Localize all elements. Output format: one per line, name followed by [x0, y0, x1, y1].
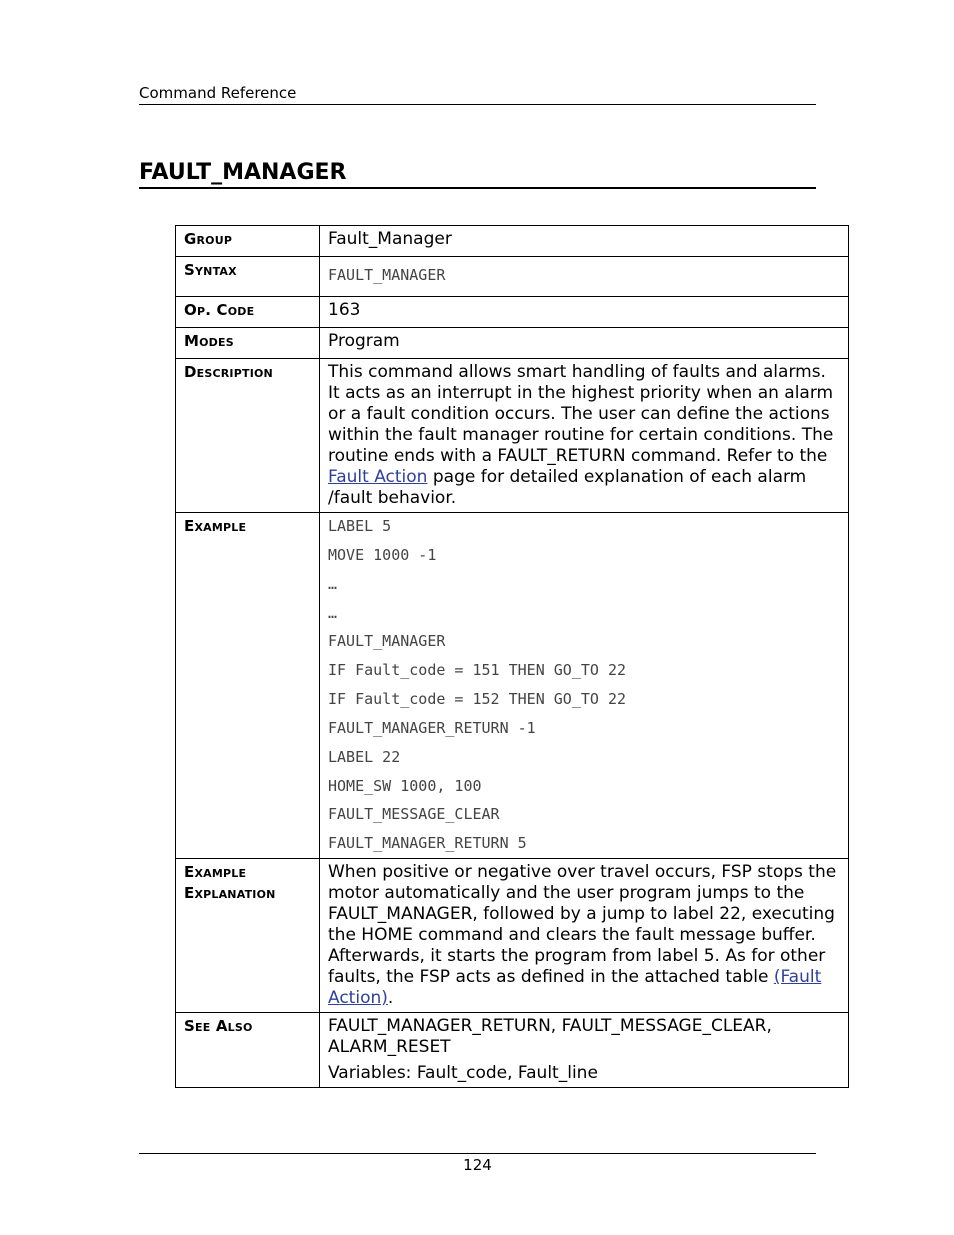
- modes-label: Modes: [176, 328, 320, 359]
- description-value: [320, 359, 849, 513]
- example-explanation-row: [176, 859, 849, 1013]
- description-label: Description: [176, 359, 320, 513]
- code-line: …: [328, 603, 338, 622]
- code-line: IF Fault_code = 151 THEN GO_TO 22: [328, 661, 627, 680]
- page-title: FAULT_MANAGER: [139, 159, 816, 189]
- fault-action-link[interactable]: Fault Action: [328, 467, 428, 487]
- syntax-row: [176, 257, 849, 297]
- example-code: [320, 513, 849, 859]
- syntax-label: Syntax: [176, 257, 320, 297]
- group-label: Group: [176, 226, 320, 257]
- code-line: FAULT_MANAGER_RETURN -1: [328, 718, 536, 737]
- description-text-end: page for detailed explanation of each alarm /fault behavior.: [328, 467, 807, 508]
- page-number: 124: [463, 1156, 492, 1174]
- example-explanation-text: When positive or negative over travel occurs, FSP stops the motor automatically and the user program jumps to the FAULT_MANAGER, followed by a jump to label 22, executing the HOME command and clears the fault message buffer. Afterwards, it starts the program from label 5. As for other faults, the FSP acts as defined in the attached table: [328, 862, 837, 988]
- example-label: Example: [176, 513, 320, 859]
- see-also-value: [320, 1013, 849, 1088]
- see-also-commands: FAULT_MANAGER_RETURN, FAULT_MESSAGE_CLEAR, ALARM_RESET: [328, 1016, 772, 1058]
- code-line: FAULT_MANAGER: [328, 632, 446, 651]
- code-line: FAULT_MANAGER_RETURN 5: [328, 834, 527, 853]
- code-line: LABEL 22: [328, 747, 401, 766]
- opcode-value: 163: [320, 297, 849, 328]
- example-row: [176, 513, 849, 859]
- see-also-variables: Variables: Fault_code, Fault_line: [328, 1063, 598, 1084]
- code-line: FAULT_MESSAGE_CLEAR: [328, 805, 500, 824]
- code-line: LABEL 5: [328, 517, 392, 535]
- code-line: …: [328, 574, 338, 593]
- see-also-row: [176, 1013, 849, 1088]
- footer-divider: [139, 1153, 816, 1154]
- description-row: [176, 359, 849, 513]
- fault-action-table-link[interactable]: (Fault Action): [328, 967, 822, 1009]
- running-header: Command Reference: [139, 84, 816, 105]
- group-row: [176, 226, 849, 257]
- description-text: This command allows smart handling of faults and alarms. It acts as an interrupt in the highest priority when an alarm or a fault condition occurs. The user can define the actions within the fault manager routine for certain conditions. The routine ends with a FAULT_RETURN command. Refer to the: [328, 362, 834, 466]
- command-reference-table: [175, 225, 849, 1088]
- syntax-value: FAULT_MANAGER: [328, 266, 446, 284]
- modes-value: Program: [320, 328, 849, 359]
- example-explanation-label-line1: Example: [184, 863, 247, 882]
- example-explanation-label: [176, 859, 320, 1013]
- opcode-row: [176, 297, 849, 328]
- code-line: MOVE 1000 -1: [328, 545, 437, 564]
- see-also-label: See Also: [176, 1013, 320, 1088]
- opcode-label: Op. Code: [176, 297, 320, 328]
- example-explanation-label-line2: Explanation: [184, 884, 276, 903]
- code-line: IF Fault_code = 152 THEN GO_TO 22: [328, 690, 627, 709]
- modes-row: [176, 328, 849, 359]
- example-explanation-value: [320, 859, 849, 1013]
- code-line: HOME_SW 1000, 100: [328, 776, 482, 795]
- example-explanation-text-end: .: [387, 988, 394, 1009]
- group-value: Fault_Manager: [320, 226, 849, 257]
